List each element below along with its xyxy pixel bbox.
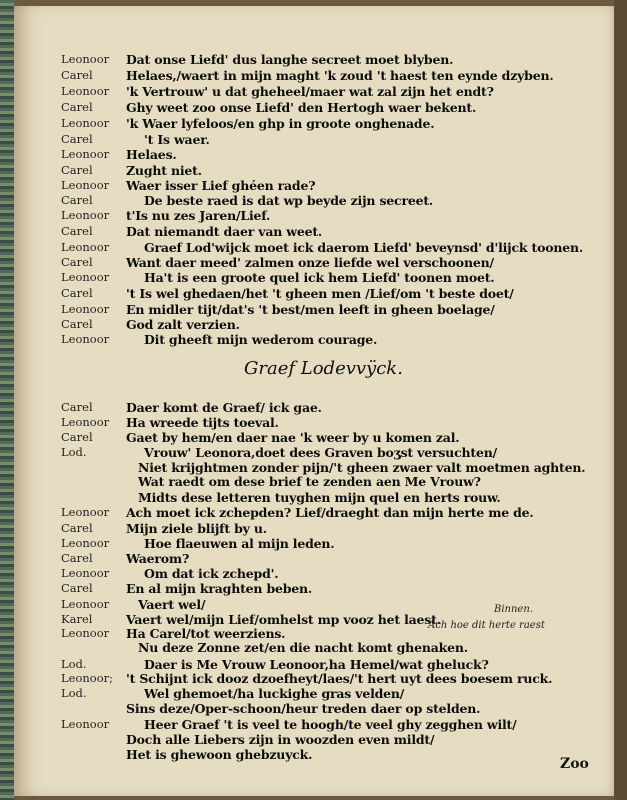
speaker-name: Carel bbox=[61, 255, 93, 269]
scene-heading: Graef Lodevvÿck. bbox=[244, 358, 403, 379]
speaker-name: Carel bbox=[61, 317, 93, 331]
dialogue-text: Ghy weet zoo onse Liefd' den Hertogh waer bekent. bbox=[126, 100, 477, 115]
speaker-name: Leonoor bbox=[61, 332, 110, 346]
speaker-name: Carel bbox=[61, 521, 93, 535]
book-page bbox=[14, 6, 614, 796]
dialogue-text: t'Is nu zes Jaren/Lief. bbox=[126, 208, 271, 223]
dialogue-text: 'k Vertrouw' u dat gheheel/maer wat zal zijn het endt? bbox=[126, 84, 494, 99]
speaker-name: Carel bbox=[61, 193, 93, 207]
ach-line: Ach hoe dit herte raest bbox=[428, 620, 545, 631]
page-number: Zoo bbox=[560, 756, 589, 772]
speaker-name: Carel bbox=[61, 100, 93, 114]
speaker-name: Leonoor bbox=[61, 208, 110, 222]
dialogue-text: Hoe flaeuwen al mijn leden. bbox=[144, 536, 335, 551]
speaker-name: Leonoor bbox=[61, 717, 110, 731]
dialogue-text: Ach moet ick zchepden? Lief/draeght dan mijn herte me de. bbox=[126, 505, 534, 520]
dialogue-text: Daer komt de Graef/ ick gae. bbox=[126, 400, 322, 415]
dialogue-text: Ha Carel/tot weerziens. bbox=[126, 626, 286, 641]
dialogue-text: Ha't is een groote quel ick hem Liefd' toonen moet. bbox=[144, 270, 495, 285]
speaker-name: Carel bbox=[61, 132, 93, 146]
speaker-name: Carel bbox=[61, 551, 93, 565]
speaker-name: Leonoor bbox=[61, 536, 110, 550]
dialogue-text: Helaes,/waert in mijn maght 'k zoud 't haest ten eynde dzyben. bbox=[126, 68, 554, 83]
dialogue-text: Dat niemandt daer van weet. bbox=[126, 224, 323, 239]
dialogue-text: Wel ghemoet/ha luckighe gras velden/ bbox=[144, 686, 405, 701]
dialogue-text: 't Is wel ghedaen/het 't gheen men /Lief/om 't beste doet/ bbox=[126, 286, 514, 301]
speaker-name: Leonoor bbox=[61, 597, 110, 611]
speaker-name: Lod. bbox=[61, 445, 87, 459]
stage-direction-binnen: Binnen. bbox=[494, 604, 533, 615]
dialogue-text: Nu deze Zonne zet/en die nacht komt ghenaken. bbox=[138, 640, 468, 655]
dialogue-text: Heer Graef 't is veel te hoogh/te veel ghy zegghen wilt/ bbox=[144, 717, 517, 732]
speaker-name: Leonoor bbox=[61, 147, 110, 161]
dialogue-text: Wat raedt om dese brief te zenden aen Me Vrouw? bbox=[138, 474, 481, 489]
speaker-name: Leonoor bbox=[61, 178, 110, 192]
speaker-name: Karel bbox=[61, 612, 93, 626]
dialogue-text: Daer is Me Vrouw Leonoor,ha Hemel/wat gheluck? bbox=[144, 657, 489, 672]
dialogue-text: En al mijn kraghten beben. bbox=[126, 581, 313, 596]
dialogue-text: Waerom? bbox=[126, 551, 190, 566]
speaker-name: Carel bbox=[61, 430, 93, 444]
dialogue-text: Ha wreede tijts toeval. bbox=[126, 415, 279, 430]
speaker-name: Leonoor; bbox=[61, 671, 113, 685]
dialogue-text: Waer isser Lief ghéen rade? bbox=[126, 178, 316, 193]
dialogue-text: Dat onse Liefd' dus langhe secreet moet blyben. bbox=[126, 52, 454, 67]
next-page-edge bbox=[614, 0, 627, 800]
speaker-name: Carel bbox=[61, 400, 93, 414]
book-spine bbox=[0, 0, 14, 800]
dialogue-text: Vaert wel/ bbox=[138, 597, 206, 612]
speaker-name: Lod. bbox=[61, 657, 87, 671]
speaker-name: Leonoor bbox=[61, 626, 110, 640]
speaker-name: Leonoor bbox=[61, 415, 110, 429]
dialogue-text: Helaes. bbox=[126, 147, 177, 162]
dialogue-text: Vrouw' Leonora,doet dees Graven boʒst versuchten/ bbox=[144, 445, 497, 460]
dialogue-text: Niet krijghtmen zonder pijn/'t gheen zwaer valt moetmen aghten. bbox=[138, 460, 586, 475]
dialogue-text: 't Schijnt ick dooz dzoefheyt/laes/'t hert uyt dees boesem ruck. bbox=[126, 671, 553, 686]
dialogue-text: Sins deze/Oper-schoon/heur treden daer op stelden. bbox=[126, 701, 481, 716]
speaker-name: Leonoor bbox=[61, 505, 110, 519]
dialogue-text: 't Is waer. bbox=[144, 132, 210, 147]
speaker-name: Leonoor bbox=[61, 52, 110, 66]
speaker-name: Carel bbox=[61, 581, 93, 595]
dialogue-text: Dit gheeft mijn wederom courage. bbox=[144, 332, 378, 347]
speaker-name: Leonoor bbox=[61, 240, 110, 254]
speaker-name: Lod. bbox=[61, 686, 87, 700]
dialogue-text: Vaert wel/mijn Lief/omhelst mp vooz het laest. bbox=[126, 612, 441, 627]
dialogue-text: 'k Waer lyfeloos/en ghp in groote onghenade. bbox=[126, 116, 435, 131]
speaker-name: Carel bbox=[61, 163, 93, 177]
speaker-name: Leonoor bbox=[61, 84, 110, 98]
dialogue-text: Midts dese letteren tuyghen mijn quel en herts rouw. bbox=[138, 490, 501, 505]
speaker-name: Carel bbox=[61, 68, 93, 82]
dialogue-text: Om dat ick zchepd'. bbox=[144, 566, 279, 581]
dialogue-text: De beste raed is dat wp beyde zijn secreet. bbox=[144, 193, 434, 208]
dialogue-text: Want daer meed' zalmen onze liefde wel verschoonen/ bbox=[126, 255, 494, 270]
speaker-name: Carel bbox=[61, 224, 93, 238]
dialogue-text: Zught niet. bbox=[126, 163, 202, 178]
speaker-name: Leonoor bbox=[61, 270, 110, 284]
dialogue-text: En midler tijt/dat's 't best/men leeft in gheen boelage/ bbox=[126, 302, 495, 317]
speaker-name: Leonoor bbox=[61, 566, 110, 580]
dialogue-text: God zalt verzien. bbox=[126, 317, 240, 332]
speaker-name: Leonoor bbox=[61, 302, 110, 316]
dialogue-text: Het is ghewoon ghebzuyck. bbox=[126, 747, 313, 762]
speaker-name: Carel bbox=[61, 286, 93, 300]
speaker-name: Leonoor bbox=[61, 116, 110, 130]
dialogue-text: Mijn ziele blijft by u. bbox=[126, 521, 267, 536]
dialogue-text: Graef Lod'wijck moet ick daerom Liefd' beveynsd' d'lijck toonen. bbox=[144, 240, 584, 255]
dialogue-text: Gaet by hem/en daer nae 'k weer by u komen zal. bbox=[126, 430, 460, 445]
dialogue-text: Doch alle Liebers zijn in woozden even mildt/ bbox=[126, 732, 435, 747]
